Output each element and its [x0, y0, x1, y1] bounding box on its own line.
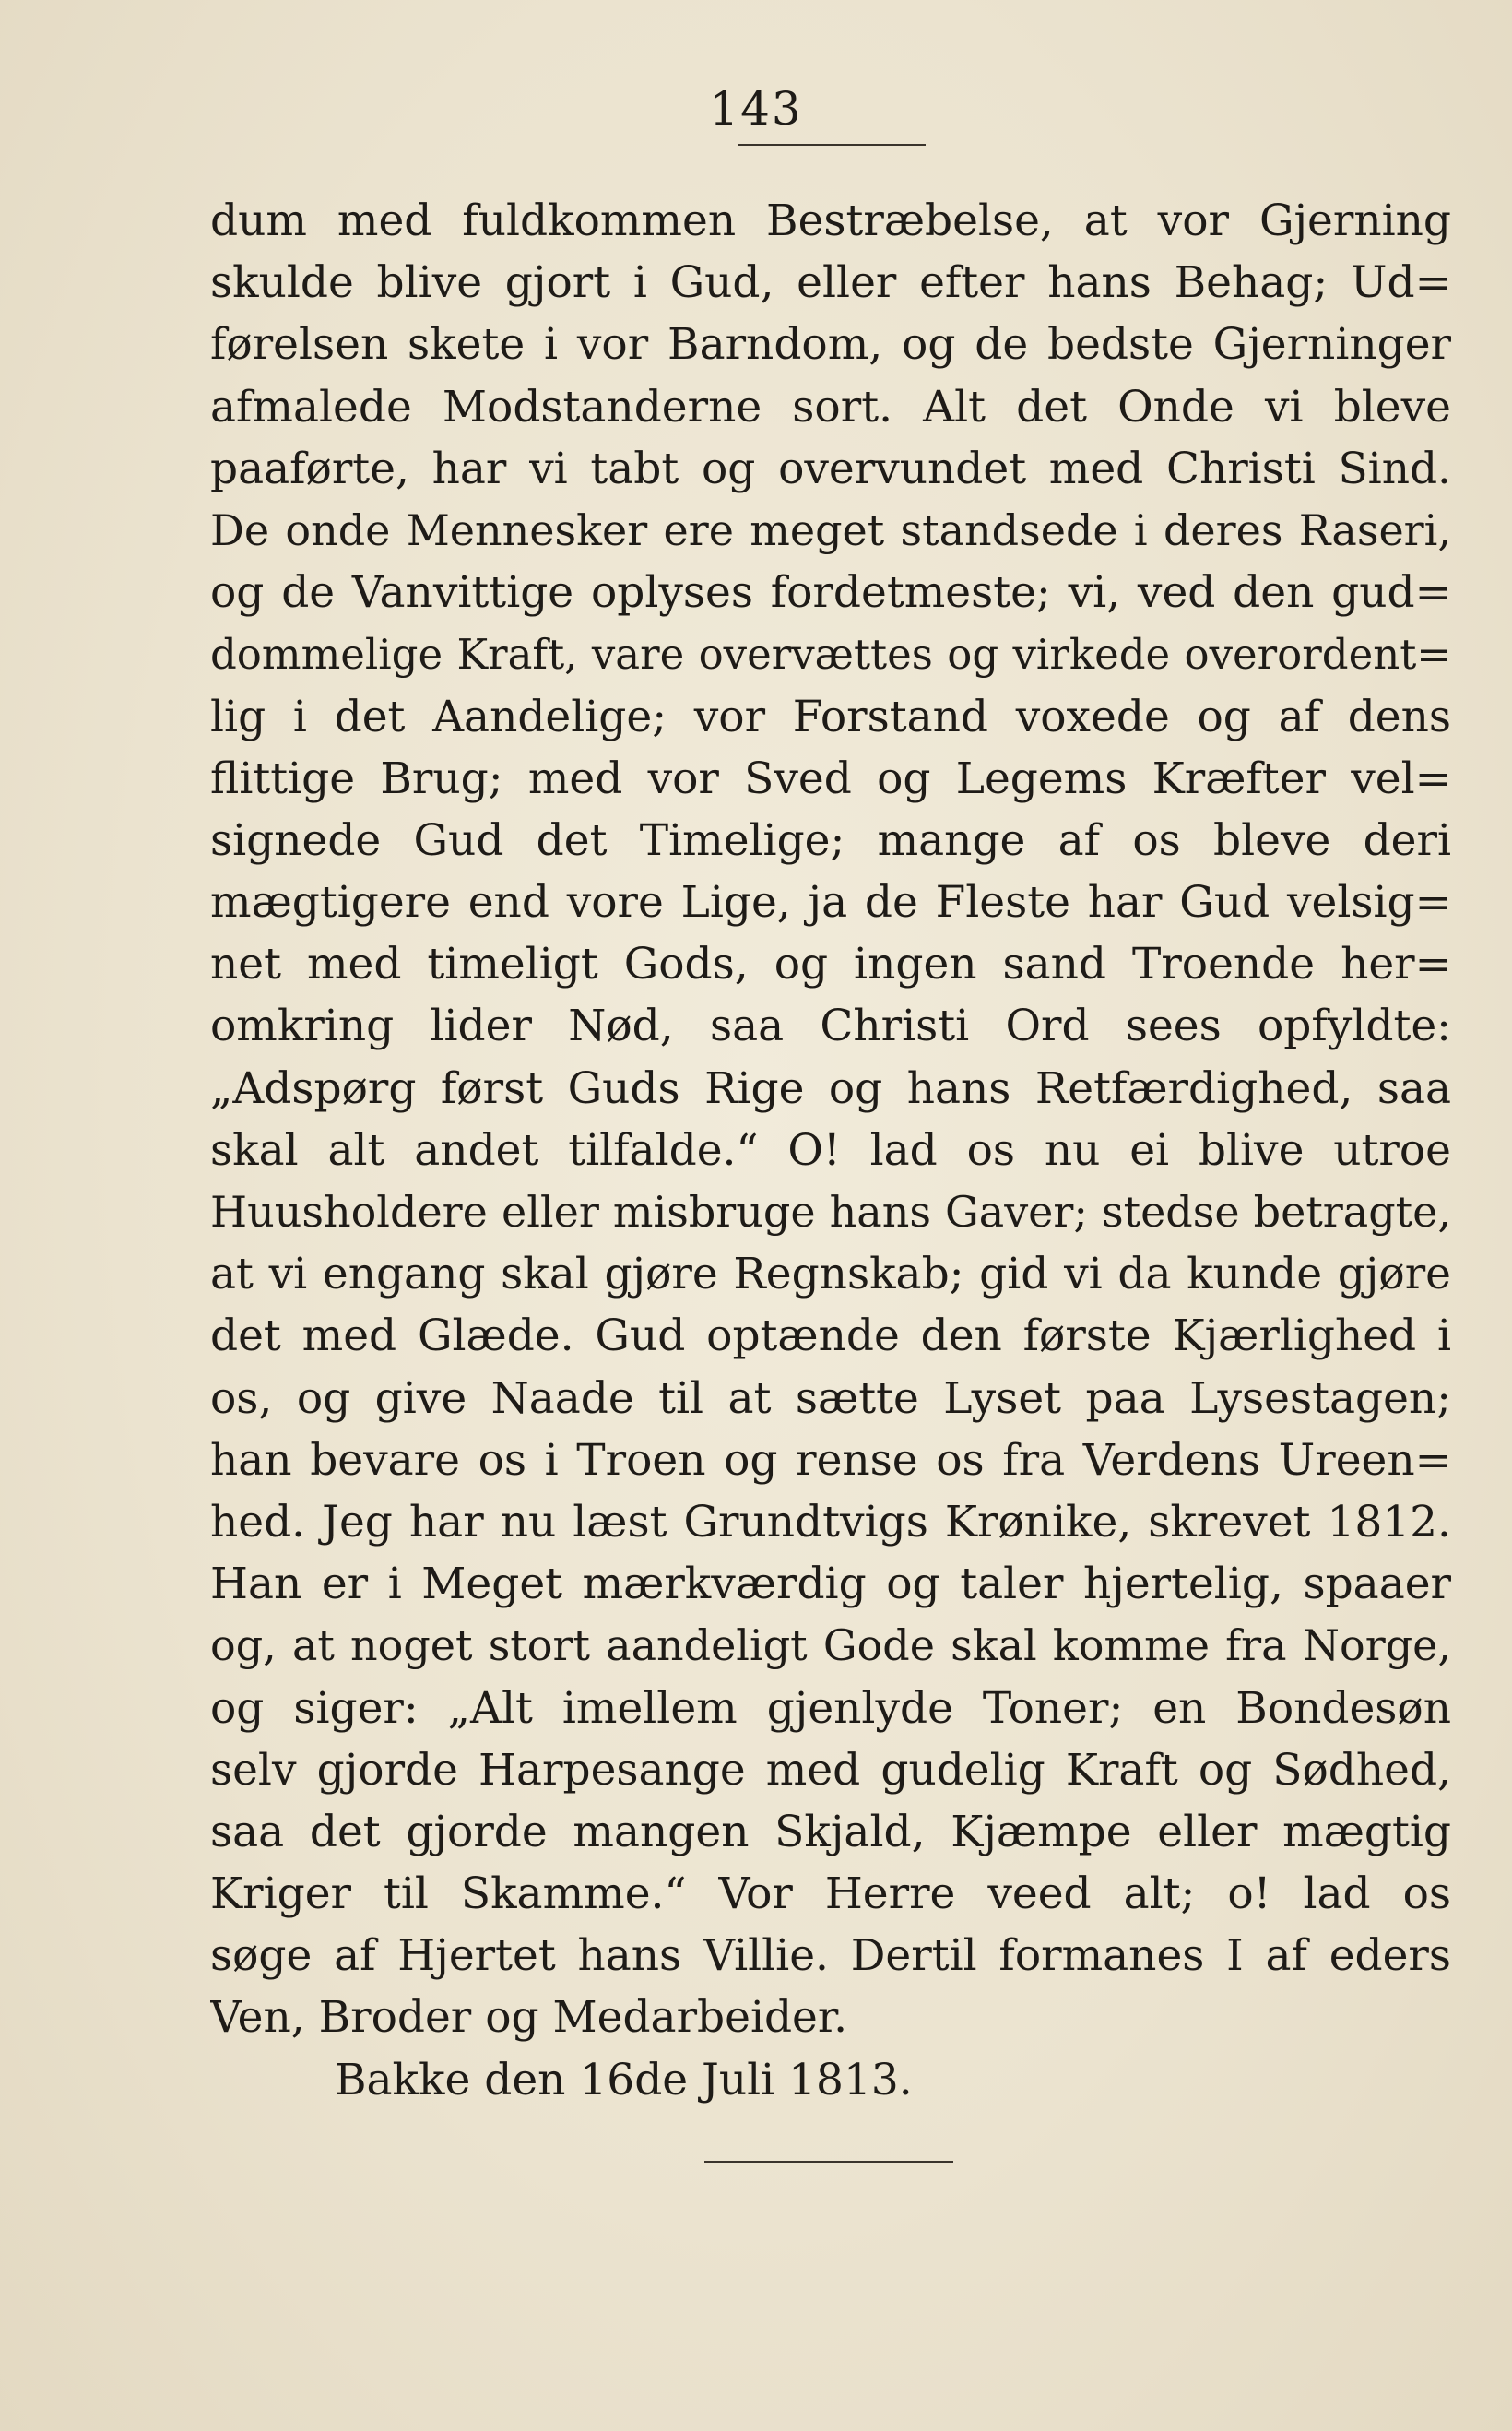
text-line: dommelige Kraft, vare overvættes og virkede overordent= [210, 630, 1451, 680]
signature-line: Bakke den 16de Juli 1813. [335, 2054, 913, 2105]
text-line: hed. Jeg har nu læst Grundtvigs Krønike, skrevet 1812. [210, 1496, 1451, 1548]
text-line: skulde blive gjort i Gud, eller efter hans Behag; Ud= [210, 257, 1451, 309]
text-line: søge af Hjertet hans Villie. Dertil formanes I af eders [210, 1930, 1451, 1982]
body-text [210, 190, 1451, 2111]
text-line: flittige Brug; med vor Sved og Legems Kræfter vel= [210, 753, 1451, 804]
text-line: lig i det Aandelige; vor Forstand voxede og af dens [210, 691, 1451, 742]
text-line: og siger: „Alt imellem gjenlyde Toner; en Bondesøn [210, 1682, 1451, 1734]
text-line: omkring lider Nød, saa Christi Ord sees opfyldte: [210, 1001, 1451, 1052]
text-line: selv gjorde Harpesange med gudelig Kraft og Sødhed, [210, 1744, 1451, 1796]
text-line: det med Glæde. Gud optænde den første Kjærlighed i [210, 1310, 1451, 1362]
text-line: saa det gjorde mangen Skjald, Kjæmpe eller mægtig [210, 1806, 1451, 1857]
text-line: Han er i Meget mærkværdig og taler hjertelig, spaaer [210, 1559, 1451, 1610]
text-line: Huusholdere eller misbruge hans Gaver; stedse betragte, [210, 1187, 1451, 1237]
text-line: at vi engang skal gjøre Regnskab; gid vi da kunde gjøre [210, 1249, 1451, 1300]
text-line: afmalede Modstanderne sort. Alt det Onde vi bleve [210, 381, 1451, 433]
text-line: han bevare os i Troen og rense os fra Verdens Ureen= [210, 1434, 1451, 1486]
text-line: skal alt andet tilfalde.“ O! lad os nu ei blive utroe [210, 1124, 1451, 1176]
text-line: mægtigere end vore Lige, ja de Fleste har Gud velsig= [210, 877, 1451, 929]
footer-rule [704, 2161, 953, 2163]
text-line: førelsen skete i vor Barndom, og de bedste Gjerninger [210, 319, 1451, 371]
text-line: og, at noget stort aandeligt Gode skal komme fra Norge, [210, 1620, 1451, 1671]
text-line: og de Vanvittige oplyses fordetmeste; vi, ved den gud= [210, 567, 1451, 619]
page-number: 143 [709, 82, 803, 136]
text-line: paaførte, har vi tabt og overvundet med Christi Sind. [210, 443, 1451, 494]
text-line: signede Gud det Timelige; mange af os bleve deri [210, 814, 1451, 866]
text-line: os, og give Naade til at sætte Lyset paa Lysestagen; [210, 1372, 1451, 1424]
text-line: „Adspørg først Guds Rige og hans Retfærdighed, saa [210, 1062, 1451, 1114]
text-line: De onde Mennesker ere meget standsede i deres Raseri, [210, 504, 1451, 555]
text-line: Ven, Broder og Medarbeider. [210, 1992, 848, 2044]
header-rule [738, 144, 926, 146]
text-line: Kriger til Skamme.“ Vor Herre veed alt; o! lad os [210, 1868, 1451, 1920]
text-line: net med timeligt Gods, og ingen sand Troende her= [210, 939, 1451, 990]
text-line: dum med fuldkommen Bestræbelse, at vor Gjerning [210, 196, 1451, 246]
